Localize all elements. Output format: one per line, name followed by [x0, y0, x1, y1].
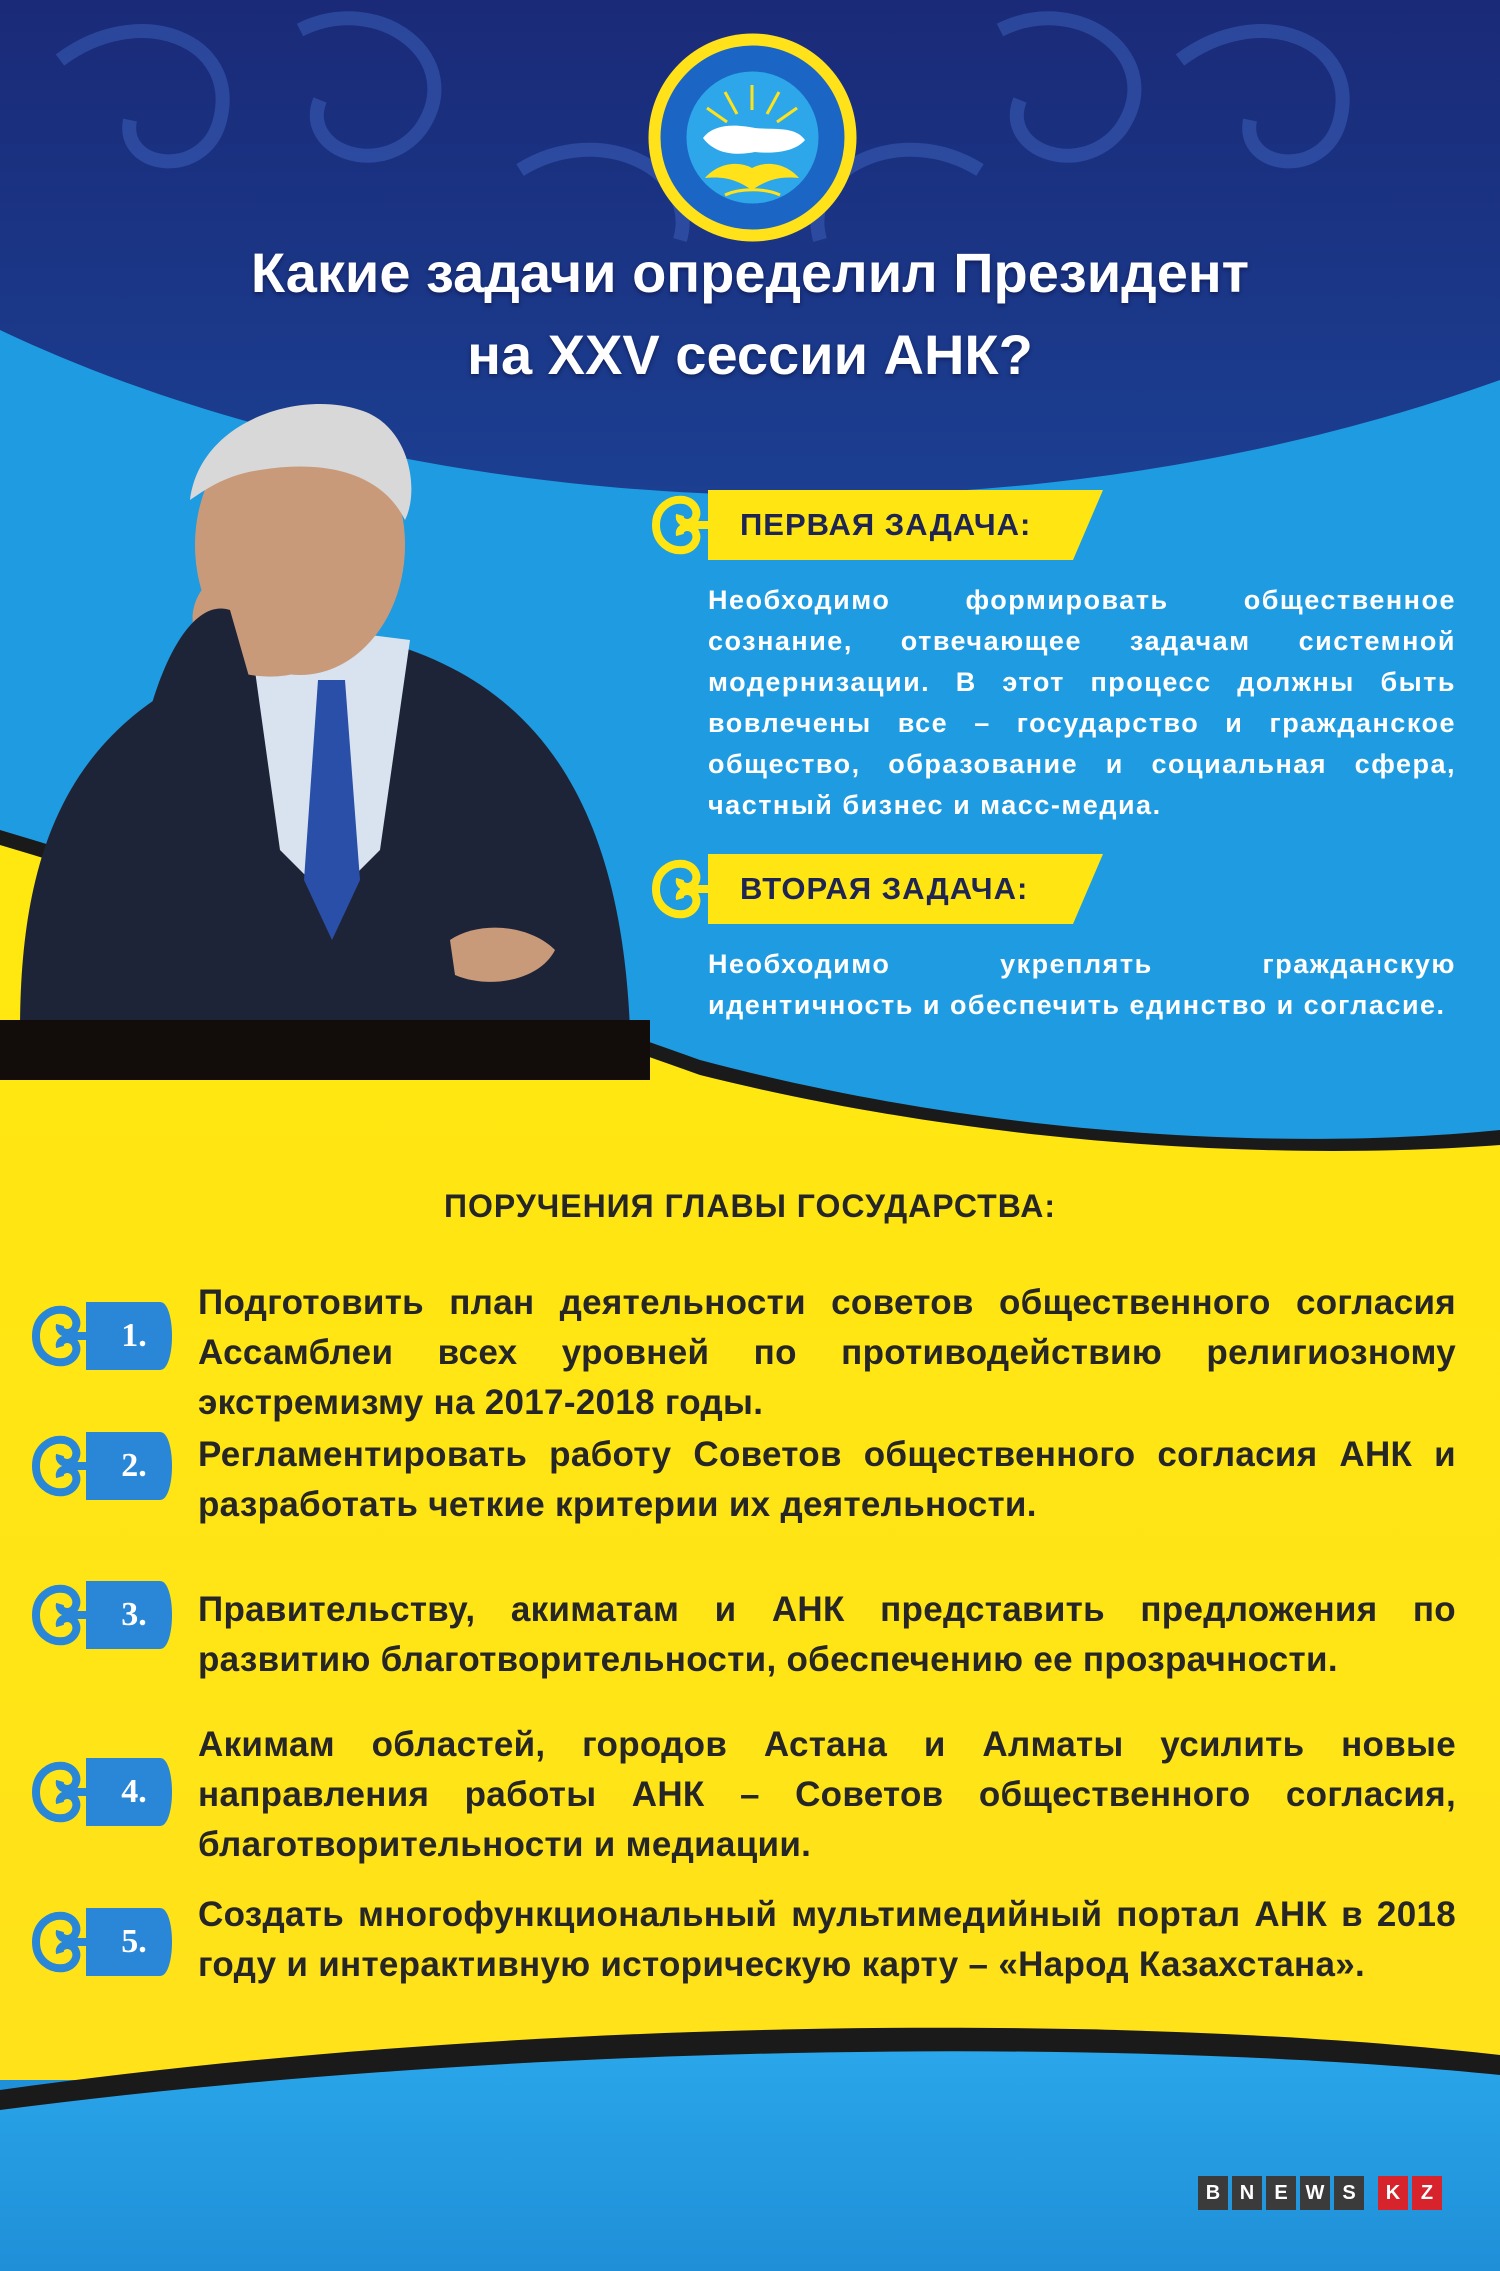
order-badge — [30, 1904, 180, 1980]
brand-letter: N — [1232, 2176, 1262, 2210]
order-text: Правительству, акиматам и АНК представить предложения по развитию благотворительности, обеспечению ее прозрачности. — [198, 1590, 1456, 1679]
order-text: Подготовить план деятельности советов общественного согласия Ассамблеи всех уровней по противодействию религиозному экстремизму на 2017-2018 годы. — [198, 1283, 1456, 1422]
order-text: Создать многофункциональный мультимедийный портал АНК в 2018 году и интерактивную историческую карту – «Народ Казахстана». — [198, 1895, 1456, 1984]
page-title — [130, 232, 1370, 396]
president-portrait — [0, 380, 650, 1080]
order-number: 5. — [121, 1923, 147, 1960]
first-task-label: ПЕРВАЯ ЗАДАЧА: — [740, 507, 1032, 542]
brand-letter: S — [1334, 2176, 1364, 2210]
title-line-2: на XXV сессии АНК? — [467, 323, 1033, 386]
order-number: 1. — [121, 1317, 147, 1354]
order-badge — [30, 1298, 180, 1374]
bnews-kz-logo — [1198, 2176, 1442, 2210]
first-task-text: Необходимо формировать общественное сознание, отвечающее задачам системной модернизации. В этот процесс должны быть вовлечены все – государство и гражданское общество, образование и социальная сфера, частный бизнес и масс-медиа. — [708, 585, 1456, 820]
brand-letter: W — [1300, 2176, 1330, 2210]
second-task-text: Необходимо укреплять гражданскую идентичность и обеспечить единство и согласие. — [708, 949, 1456, 1020]
brand-letter: E — [1266, 2176, 1296, 2210]
second-task-banner — [648, 852, 1103, 926]
second-task-label: ВТОРАЯ ЗАДАЧА: — [740, 871, 1029, 906]
order-badge — [30, 1577, 180, 1653]
order-text: Регламентировать работу Советов общественного согласия АНК и разработать четкие критерии их деятельности. — [198, 1435, 1456, 1524]
assembly-logo — [645, 30, 860, 245]
order-text: Акимам областей, городов Астана и Алматы усилить новые направления работы АНК – Советов общественного согласия, благотворительности и медиации. — [198, 1725, 1456, 1864]
first-task-banner — [648, 488, 1103, 562]
title-line-1: Какие задачи определил Президент — [250, 241, 1250, 304]
brand-letter: B — [1198, 2176, 1228, 2210]
order-number: 2. — [121, 1447, 147, 1484]
brand-letter: K — [1378, 2176, 1408, 2210]
orders-heading: ПОРУЧЕНИЯ ГЛАВЫ ГОСУДАРСТВА: — [444, 1188, 1056, 1224]
brand-letter: Z — [1412, 2176, 1442, 2210]
order-badge — [30, 1428, 180, 1504]
order-number: 3. — [121, 1596, 147, 1633]
order-number: 4. — [121, 1773, 147, 1810]
order-badge — [30, 1754, 180, 1830]
